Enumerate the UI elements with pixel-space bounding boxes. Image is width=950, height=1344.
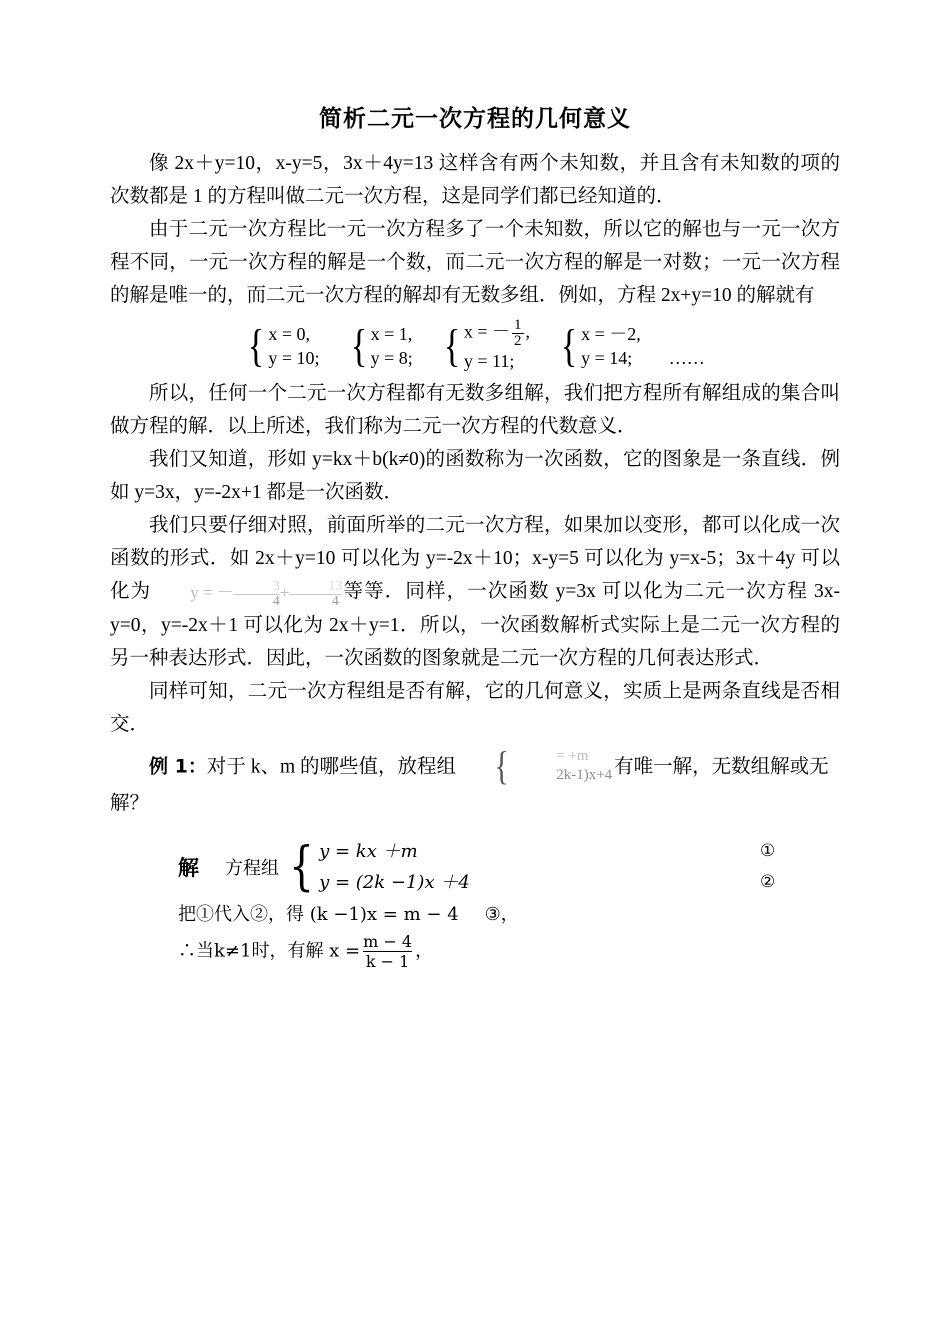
solution-set-1-line-2: y = 10;	[268, 347, 320, 368]
left-brace-icon: {	[248, 319, 265, 371]
solution-equation-1: y = kx ＋m	[319, 841, 418, 863]
example-ghost-system	[458, 743, 613, 789]
paragraph-1: 像 2x＋y=10，x-y=5，3x＋4y=13 这样含有两个未知数，并且含有未知数的项的次数都是 1 的方程叫做二元一次方程，这是同学们都已经知道的．	[110, 153, 840, 207]
solution-set-3-x-label: x = －	[463, 321, 510, 342]
fraction-numerator: 1	[514, 317, 522, 333]
left-brace-icon: {	[494, 743, 509, 789]
solution-step-2-comma: ，	[415, 940, 434, 962]
solution-set-4	[558, 319, 641, 371]
fraction-denominator: 4	[234, 594, 280, 609]
fraction-denominator: k − 1	[363, 951, 412, 971]
example-label: 例 1：	[149, 755, 207, 778]
solution-set-2-line-1: x = 1,	[370, 323, 413, 344]
paragraph-5-lead: 我们只要仔细对照，前面所举的二元一次方程，如果加以变形，都可以化成一次函数的形式．如 2x＋y=10 可以化为 y=-2x＋10；x-y=5 可以化为 y=x-5；	[110, 515, 840, 569]
paragraph-2: 由于二元一次方程比一元一次方程多了一个未知数，所以它的解也与一元一次方程不同，一元一次方程的解是一个数，而二元一次方程的解是一对数；一元一次方程的解是唯一的，而二元一次方程的解却有无数多组．例如，方程 2x+y=10 的解就有	[110, 219, 840, 306]
faded-eq-mid: +	[279, 583, 290, 603]
example-text-before: 对于 k、m 的哪些值，放程组	[206, 756, 457, 778]
left-brace-icon: {	[443, 319, 461, 371]
faded-fraction-1	[234, 580, 280, 609]
faded-eq-lhs: y = －	[190, 583, 234, 603]
solution-label: 解	[178, 855, 199, 881]
example-1-line	[110, 743, 840, 820]
solution-step-1-text: 把①代入②，得 (k −1)x = m − 4	[178, 904, 459, 926]
left-brace-icon: {	[560, 319, 578, 371]
solution-step-2	[178, 932, 840, 971]
ellipsis: ……	[668, 348, 705, 368]
left-brace-icon: {	[289, 837, 314, 898]
solution-equations-row	[178, 836, 840, 898]
solution-sets-row	[110, 318, 840, 373]
solution-step-2-text: ∴当k≠1时，有解 x =	[178, 940, 361, 962]
faded-inline-equation	[151, 576, 342, 609]
fraction-denominator: 4	[289, 594, 342, 609]
equation-tag-1: ①	[760, 841, 776, 862]
paragraph-5-after-formula: 等等．同样，一次函数 y=3x 可以化为二元一次方程 3x-y=0，y=-2x＋1 可以化为 2x＋y=1．所以，一次函数解析式实际上是二元一次方程的另一种表达形式．因此，一次函数的图象就是二元一次方程的几何表达形式．	[110, 581, 840, 670]
fraction-one-half	[512, 318, 524, 349]
paragraph-3: 所以，任何一个二元一次方程都有无数多组解，我们把方程所有解组成的集合叫做方程的解．以上所述，我们称为二元一次方程的代数意义．	[110, 383, 840, 437]
fraction-denominator: 2	[514, 333, 522, 349]
solution-fraction	[363, 932, 412, 971]
solution-set-3-line-1	[464, 318, 530, 349]
paragraph-6: 同样可知，二元一次方程组是否有解，它的几何意义，实质上是两条直线是否相交．	[110, 681, 840, 736]
solution-set-4-line-2: y = 14;	[581, 347, 633, 368]
equation-tag-3: ③，	[484, 904, 519, 926]
solution-set-3-line-2: y = 11;	[463, 351, 515, 371]
solution-set-1-line-1: x = 0,	[268, 323, 310, 344]
fraction-numerator: 13	[328, 578, 343, 594]
solution-set-1	[245, 319, 320, 371]
solution-equation-2: y = (2k −1)x ＋4	[319, 872, 470, 894]
solution-step-1	[178, 898, 840, 932]
paragraph-5-with-formula	[110, 509, 840, 675]
solution-set-2	[348, 319, 413, 371]
fraction-numerator: 3	[272, 578, 280, 594]
solution-set-4-line-1: x = －2,	[581, 323, 641, 344]
solution-lead: 方程组	[225, 858, 279, 880]
paragraph-5-before-formula: 3x＋4y 可以化为	[110, 548, 840, 602]
ghost-equation-1: = +m	[556, 748, 589, 765]
page-title: 简析二元一次方程的几何意义	[319, 106, 631, 132]
solution-set-3	[441, 318, 530, 373]
solution-set-2-line-2: y = 8;	[370, 347, 413, 368]
paragraph-4: 我们又知道，形如 y=kx＋b(k≠0)的函数称为一次函数，它的图象是一条直线．例如 y=3x，y=-2x+1 都是一次函数．	[110, 449, 840, 503]
ghost-equation-2: 2k-1)x+4	[556, 767, 613, 784]
solution-set-3-comma: ,	[525, 321, 530, 342]
solution-system	[285, 836, 470, 898]
fraction-numerator: m − 4	[363, 932, 413, 952]
example-text-after: 有唯一解，无数组解或无解？	[110, 756, 829, 815]
equation-tags	[760, 836, 775, 898]
faded-fraction-2	[289, 580, 342, 609]
left-brace-icon: {	[350, 319, 367, 371]
equation-tag-2: ②	[760, 872, 776, 893]
solution-block	[110, 836, 840, 971]
